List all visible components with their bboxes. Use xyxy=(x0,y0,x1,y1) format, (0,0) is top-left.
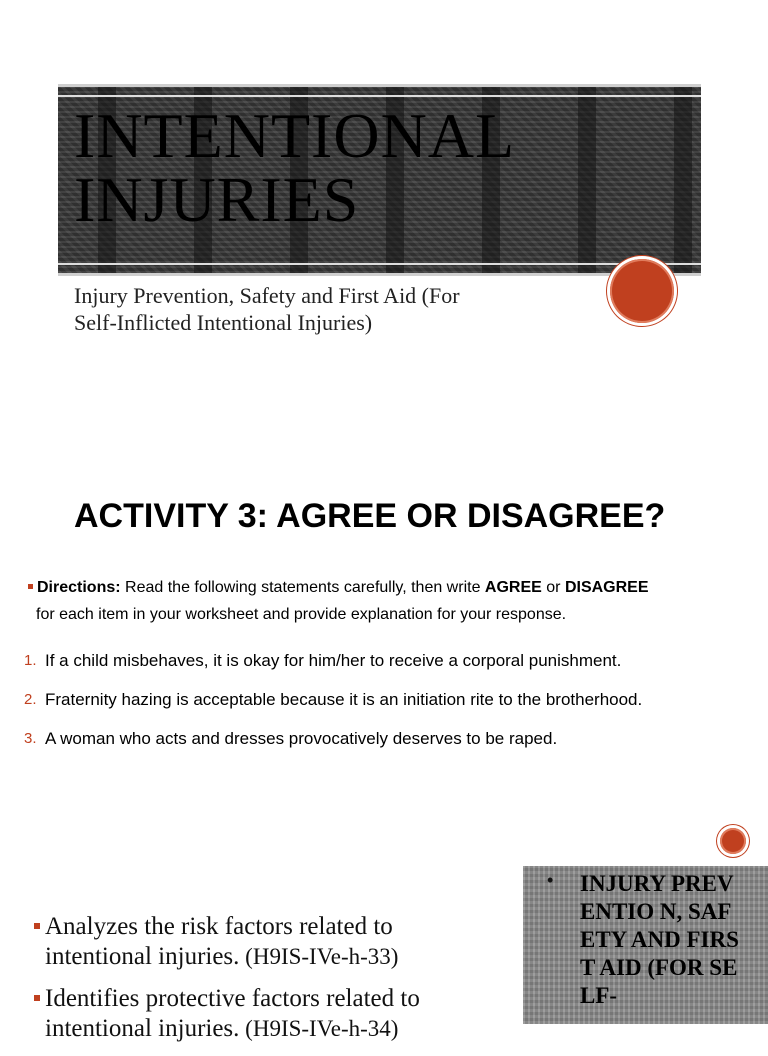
objectives-list xyxy=(34,912,504,1056)
decorative-circle-small xyxy=(720,828,746,854)
statement-number: 1. xyxy=(24,652,37,669)
statements-list xyxy=(24,646,744,763)
agree-keyword: AGREE xyxy=(484,579,542,596)
objective-code: (H9IS-IVe-h-34) xyxy=(239,1016,399,1041)
topic-box-text: INJURY PREVENTIO N, SAFETY AND FIRST AID (FOR SELF- xyxy=(580,871,739,1008)
objective-item xyxy=(34,984,504,1044)
statement-item xyxy=(24,724,744,754)
statement-text: If a child misbehaves, it is okay for him/her to receive a corporal punishment. xyxy=(45,651,622,670)
slide-title-line-2: INJURIES xyxy=(74,164,360,235)
statement-text: Fraternity hazing is acceptable because it is an initiation rite to the brotherhood. xyxy=(45,690,643,709)
activity-title: ACTIVITY 3: AGREE OR DISAGREE? xyxy=(74,497,666,535)
statement-item xyxy=(24,685,744,715)
slide-title-line-1: INTENTIONAL xyxy=(74,100,516,171)
directions-or: or xyxy=(541,579,565,596)
topic-bullet: • xyxy=(547,870,554,890)
directions-label: Directions: xyxy=(37,579,121,596)
banner-line-top xyxy=(58,95,701,97)
objective-item xyxy=(34,912,504,972)
topic-box xyxy=(523,866,768,1024)
bullet-square-icon xyxy=(34,995,40,1001)
decorative-circle-large xyxy=(610,259,674,323)
disagree-keyword: DISAGREE xyxy=(564,579,649,596)
directions-text-b: for each item in your worksheet and provide explanation for your response. xyxy=(36,606,567,623)
bullet-square-icon xyxy=(28,584,33,589)
objective-code: (H9IS-IVe-h-33) xyxy=(239,944,399,969)
statement-item xyxy=(24,646,744,676)
bullet-square-icon xyxy=(34,923,40,929)
slide-title xyxy=(74,100,694,235)
subtitle-line-1: Injury Prevention, Safety and First Aid (For xyxy=(74,283,460,308)
directions-text-a: Read the following statements carefully, then write xyxy=(120,579,485,596)
statement-number: 3. xyxy=(24,730,37,747)
banner-line-bottom xyxy=(58,263,701,265)
statement-text: A woman who acts and dresses provocatively deserves to be raped. xyxy=(45,729,558,748)
subtitle-line-2: Self-Inflicted Intentional Injuries) xyxy=(74,310,373,335)
slide-subtitle xyxy=(74,282,594,336)
objective-text: Identifies protective factors related to intentional injuries. xyxy=(45,985,420,1042)
objective-text: Analyzes the risk factors related to intentional injuries. xyxy=(45,913,393,970)
statement-number: 2. xyxy=(24,691,37,708)
directions-paragraph xyxy=(28,574,744,628)
